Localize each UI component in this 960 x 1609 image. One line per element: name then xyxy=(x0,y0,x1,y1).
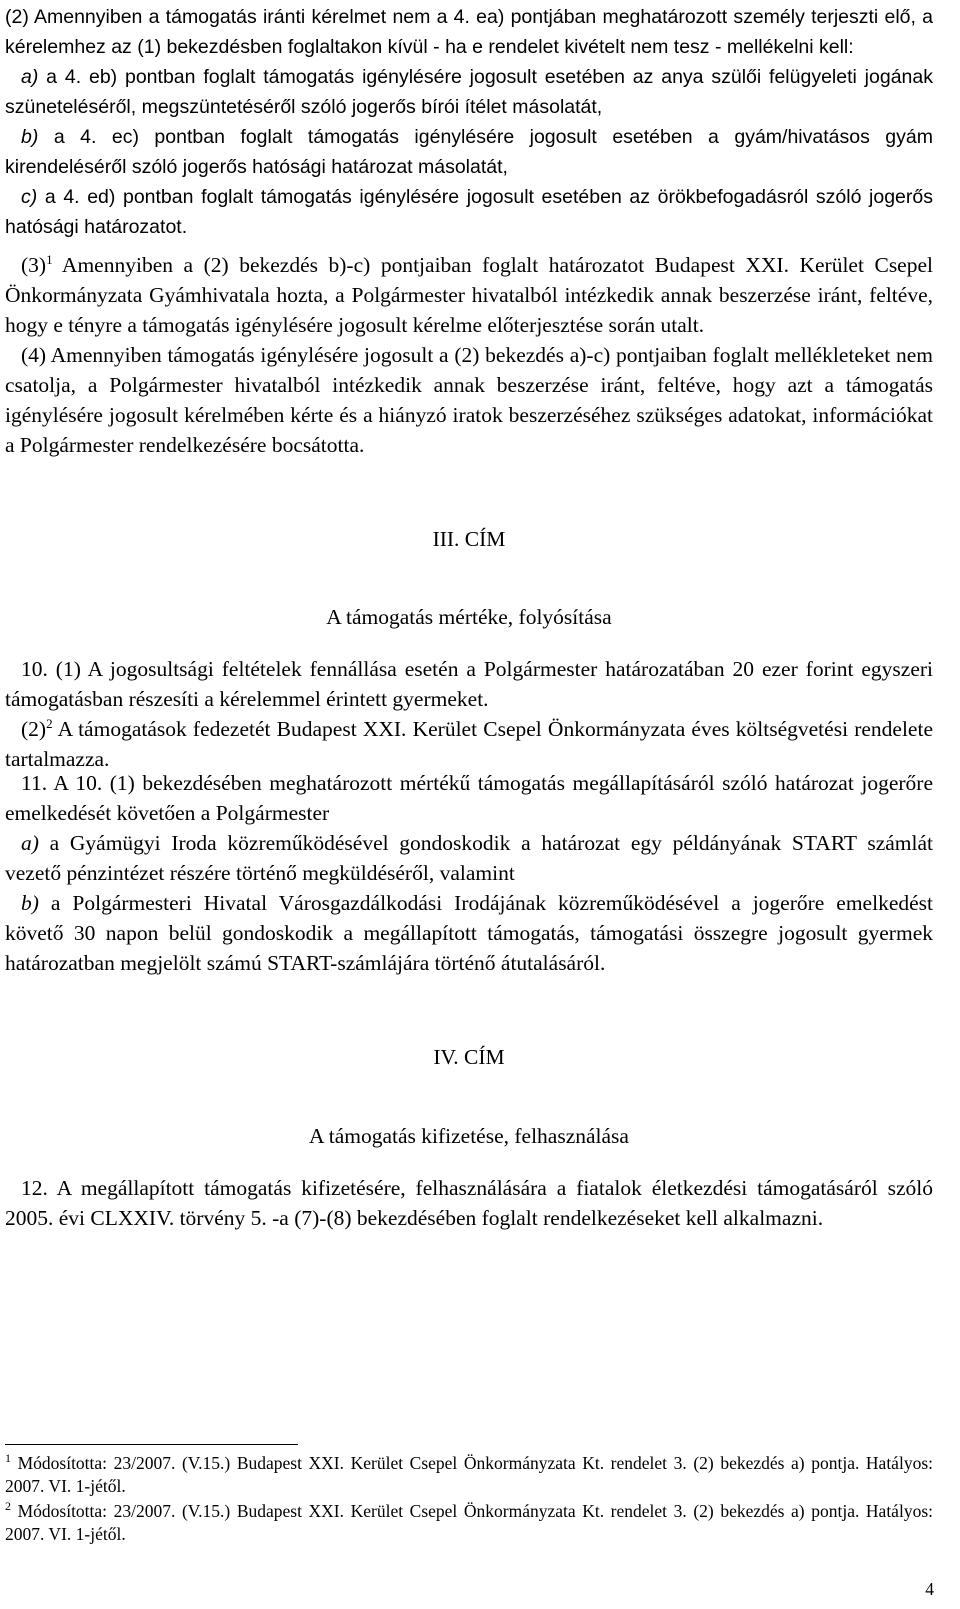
list-item-c xyxy=(5,182,933,242)
paragraph-4: (4) Amennyiben támogatás igénylésére jogosult a (2) bekezdés a)-c) pontjaiban foglalt mellékleteket nem csatolja, a Polgármester hivatalból intézkedik annak beszerzése iránt, feltéve, hogy azt a támogatás igénylésére jogosult kérelmében kérte és a hiányzó iratok beszerzéséhez szükséges adatokat, információkat a Polgármester rendelkezésére bocsátotta. xyxy=(5,343,933,457)
paragraph-2-intro: (2) Amennyiben a támogatás iránti kérelmet nem a 4. ea) pontjában meghatározott személy terjeszti elő, a kérelemhez az (1) bekezdésben foglaltakon kívül - ha e rendelet kivételt nem tesz - mellékelni kell: xyxy=(5,6,933,58)
footnote-ref-1: 1 xyxy=(46,251,53,267)
footnote-1 xyxy=(5,1452,933,1498)
item-c-text: a 4. ed) pontban foglalt támogatás igénylésére jogosult esetében az örökbefogadásról szóló jogerős hatósági határozatot. xyxy=(5,186,933,238)
section-12-block xyxy=(5,1173,933,1233)
section-11-item-a-label: a) xyxy=(21,831,39,855)
item-a-label: a) xyxy=(21,66,39,88)
list-item-b xyxy=(5,122,933,182)
page-number: 4 xyxy=(925,1579,934,1599)
section-10-paragraph-2 xyxy=(5,714,933,774)
list-item-a xyxy=(5,62,933,122)
footnote-1-marker: 1 xyxy=(5,1451,11,1466)
title-4-heading: IV. CÍM xyxy=(433,1045,505,1069)
paragraph-3-prefix: (3) xyxy=(21,253,47,277)
footnote-2 xyxy=(5,1500,933,1546)
item-a-text: a 4. eb) pontban foglalt támogatás igénylésére jogosult esetében az anya szülői felügyeleti jogának szüneteléséről, megszüntetéséről szóló jogerős bírói ítélet másolatát, xyxy=(5,66,933,118)
section-3-4-block xyxy=(5,250,933,460)
section-2-block xyxy=(5,2,933,242)
item-b-text: a 4. ec) pontban foglalt támogatás igénylésére jogosult esetében a gyám/hivatásos gyám kirendeléséről szóló jogerős hatósági határozat másolatát, xyxy=(5,126,933,178)
section-11-item-b xyxy=(5,888,933,978)
section-11-item-a xyxy=(5,828,933,888)
item-c-label: c) xyxy=(21,186,38,208)
footnote-1-text: Módosította: 23/2007. (V.15.) Budapest XXI. Kerület Csepel Önkormányzata Kt. rendelet 3. (2) bekezdés a) pontja. Hatályos: 2007. VI. 1-jétől. xyxy=(5,1453,933,1496)
paragraph-3 xyxy=(5,250,933,340)
section-11-intro: 11. A 10. (1) bekezdésében meghatározott mértékű támogatás megállapításáról szóló határozat jogerőre emelkedését követően a Polgármester xyxy=(5,771,933,825)
section-11-item-b-text: a Polgármesteri Hivatal Városgazdálkodási Irodájának közreműködésével a jogerőre emelkedést követő 30 napon belül gondoskodik a megállapított támogatás, támogatási összegre jogosult gyermek határozatban megjelölt számú START-számlájára történő átutalásáról. xyxy=(5,891,933,975)
footnote-ref-2: 2 xyxy=(46,715,53,731)
footnote-2-marker: 2 xyxy=(5,1499,11,1514)
section-10-paragraph-1: 10. (1) A jogosultsági feltételek fennállása esetén a Polgármester határozatában 20 ezer forint egyszeri támogatásban részesíti a kérelemmel érintett gyermeket. xyxy=(5,657,933,711)
title-4-subheading: A támogatás kifizetése, felhasználása xyxy=(309,1124,629,1148)
section-11-block xyxy=(5,768,933,978)
title-3-subheading: A támogatás mértéke, folyósítása xyxy=(326,605,612,629)
paragraph-3-text: Amennyiben a (2) bekezdés b)-c) pontjaiban foglalt határozatot Budapest XXI. Kerület Csepel Önkormányzata Gyámhivatala hozta, a Polgármester hivatalból intézkedik annak beszerzése iránt, feltéve, hogy e tényre a támogatás igénylésére jogosult kérelme előterjesztése során utalt. xyxy=(5,253,933,337)
footnote-2-text: Módosította: 23/2007. (V.15.) Budapest XXI. Kerület Csepel Önkormányzata Kt. rendelet 3. (2) bekezdés a) pontja. Hatályos: 2007. VI. 1-jétől. xyxy=(5,1501,933,1544)
footnote-divider xyxy=(5,1444,298,1445)
section-10-p2-text: A támogatások fedezetét Budapest XXI. Kerület Csepel Önkormányzata éves költségvetési rendelete tartalmazza. xyxy=(5,717,933,771)
item-b-label: b) xyxy=(21,126,39,148)
section-11-item-b-label: b) xyxy=(21,891,39,915)
section-10-p2-prefix: (2) xyxy=(21,717,47,741)
section-10-block xyxy=(5,654,933,774)
section-11-item-a-text: a Gyámügyi Iroda közreműködésével gondoskodik a határozat egy példányának START számlát vezető pénzintézet részére történő megküldéséről, valamint xyxy=(5,831,933,885)
section-12-paragraph: 12. A megállapított támogatás kifizetésére, felhasználására a fiatalok életkezdési támogatásáról szóló 2005. évi CLXXIV. törvény 5. -a (7)-(8) bekezdésében foglalt rendelkezéseket kell alkalmazni. xyxy=(5,1176,933,1230)
title-3-heading: III. CÍM xyxy=(432,527,506,551)
